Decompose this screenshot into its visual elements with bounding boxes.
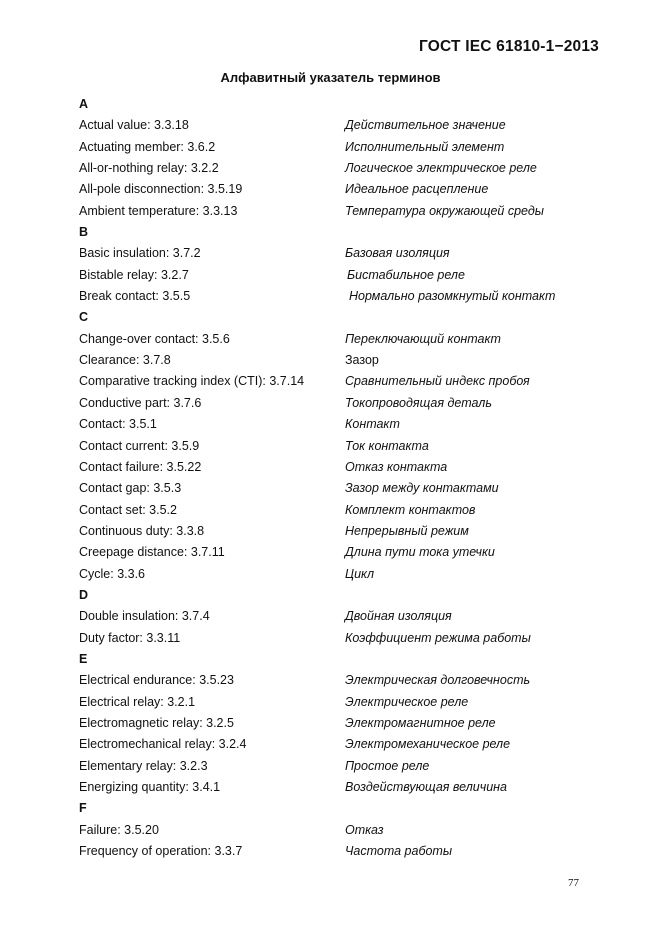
section-letter: C [79, 310, 89, 325]
term-russian: Зазор между контактами [345, 481, 499, 496]
term-russian: Коэффициент режима работы [345, 630, 531, 645]
document-header: ГОСТ IEC 61810-1−2013 [419, 38, 599, 55]
term-russian: Нормально разомкнутый контакт [349, 289, 556, 304]
term-english: Elementary relay: 3.2.3 [79, 758, 208, 773]
term-english: Contact current: 3.5.9 [79, 438, 200, 453]
term-russian: Комплект контактов [345, 502, 476, 517]
term-english: Failure: 3.5.20 [79, 822, 159, 837]
term-english: Ambient temperature: 3.3.13 [79, 203, 238, 218]
term-english: Actuating member: 3.6.2 [79, 139, 216, 154]
index-entry [79, 713, 579, 734]
index-entry [79, 542, 579, 563]
index-entry [79, 201, 579, 222]
index-entry [79, 841, 579, 862]
term-russian: Электрическое реле [345, 694, 469, 709]
term-english: Frequency of operation: 3.3.7 [79, 844, 243, 859]
term-english: Contact: 3.5.1 [79, 417, 157, 432]
term-english: Contact gap: 3.5.3 [79, 481, 182, 496]
term-russian: Длина пути тока утечки [345, 545, 495, 560]
index-entry [79, 243, 579, 264]
term-russian: Идеальное расцепление [345, 182, 489, 197]
term-russian: Бистабильное реле [347, 267, 465, 282]
term-russian: Двойная изоляция [345, 609, 452, 624]
index-entry [79, 777, 579, 798]
term-english: Break contact: 3.5.5 [79, 289, 191, 304]
term-russian: Электрическая долговечность [345, 673, 531, 688]
term-english: Contact set: 3.5.2 [79, 502, 177, 517]
index-entry [79, 500, 579, 521]
index-entry [79, 521, 579, 542]
index-entry [79, 670, 579, 691]
term-russian: Температура окружающей среды [345, 203, 544, 218]
term-english: Cycle: 3.3.6 [79, 566, 146, 581]
index-entry [79, 628, 579, 649]
index-entry [79, 115, 579, 136]
index-entry [79, 606, 579, 627]
term-english: Continuous duty: 3.3.8 [79, 523, 205, 538]
term-russian: Отказ контакта [345, 459, 448, 474]
term-english: Electromagnetic relay: 3.2.5 [79, 715, 234, 730]
term-english: Conductive part: 3.7.6 [79, 395, 202, 410]
term-english: Comparative tracking index (CTI): 3.7.14 [79, 374, 305, 389]
term-russian: Контакт [345, 417, 400, 432]
term-russian: Простое реле [345, 758, 430, 773]
term-english: Clearance: 3.7.8 [79, 353, 171, 368]
section-letter: B [79, 225, 89, 240]
index-title: Алфавитный указатель терминов [220, 70, 441, 85]
index-entry [79, 692, 579, 713]
index-entry [79, 286, 579, 307]
term-russian: Переключающий контакт [345, 331, 501, 346]
section-letter: D [79, 587, 89, 602]
section-letter: E [79, 651, 88, 666]
term-russian: Непрерывный режим [345, 523, 469, 538]
term-english: Energizing quantity: 3.4.1 [79, 780, 221, 794]
index-entry [79, 393, 579, 414]
term-russian: Исполнительный элемент [345, 139, 505, 154]
index-entry [79, 371, 579, 392]
term-english: Electrical endurance: 3.5.23 [79, 673, 234, 688]
index-entry [79, 457, 579, 478]
page-number: 77 [568, 877, 579, 889]
term-russian: Электромеханическое реле [345, 737, 511, 752]
index-entry [79, 158, 579, 179]
term-english: Contact failure: 3.5.22 [79, 459, 202, 474]
term-english: All-pole disconnection: 3.5.19 [79, 182, 243, 197]
term-russian: Электромагнитное реле [345, 715, 496, 730]
term-english: Basic insulation: 3.7.2 [79, 246, 201, 261]
term-english: Duty factor: 3.3.11 [79, 630, 181, 645]
term-english: All-or-nothing relay: 3.2.2 [79, 161, 219, 176]
index-entry [79, 137, 579, 158]
term-russian: Частота работы [345, 844, 453, 859]
section-letter: A [79, 97, 89, 111]
index-entry [79, 436, 579, 457]
term-english: Bistable relay: 3.2.7 [79, 267, 189, 282]
index-entry [79, 564, 579, 585]
terms-index [79, 94, 579, 862]
index-entry [79, 734, 579, 755]
term-english: Creepage distance: 3.7.11 [79, 545, 225, 560]
term-russian: Сравнительный индекс пробоя [345, 374, 530, 389]
term-russian: Действительное значение [345, 118, 506, 133]
term-english: Double insulation: 3.7.4 [79, 609, 210, 624]
term-russian: Ток контакта [345, 438, 429, 453]
term-russian: Логическое электрическое реле [345, 161, 537, 176]
term-english: Actual value: 3.3.18 [79, 118, 189, 133]
index-entry [79, 350, 579, 371]
term-russian: Отказ [345, 822, 384, 837]
index-entry [79, 478, 579, 499]
term-english: Electromechanical relay: 3.2.4 [79, 737, 247, 752]
term-russian: Базовая изоляция [345, 246, 450, 261]
term-russian: Цикл [345, 566, 374, 581]
term-russian: Воздействующая величина [345, 780, 507, 794]
index-entry [79, 820, 579, 841]
index-entry [79, 756, 579, 777]
index-entry [79, 414, 579, 435]
index-entry [79, 179, 579, 200]
term-russian: Зазор [345, 353, 379, 368]
term-english: Electrical relay: 3.2.1 [79, 694, 196, 709]
term-english: Change-over contact: 3.5.6 [79, 331, 230, 346]
section-letter: F [79, 801, 87, 816]
index-entry [79, 265, 579, 286]
index-entry [79, 329, 579, 350]
term-russian: Токопроводящая деталь [345, 395, 492, 410]
